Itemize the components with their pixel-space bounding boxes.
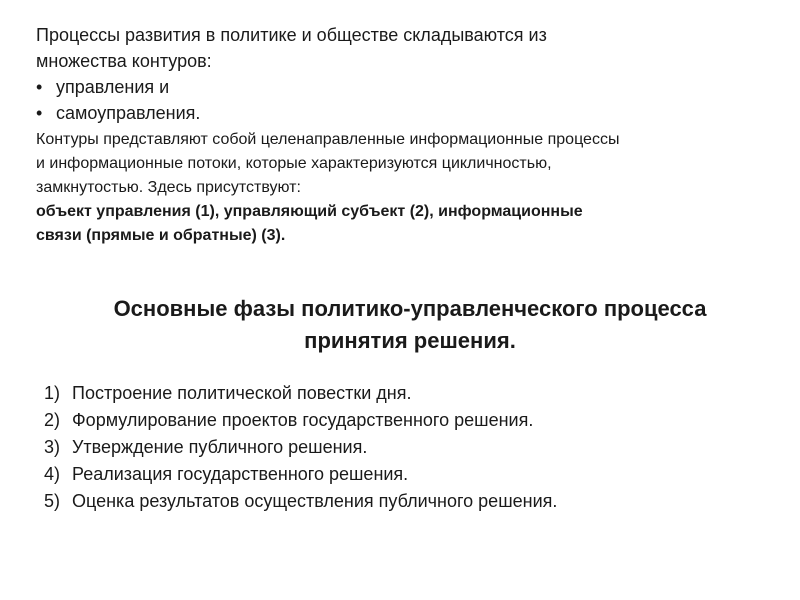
phase-text: Утверждение публичного решения. [72, 437, 368, 457]
phases-list [44, 380, 557, 515]
phase-text: Реализация государственного решения. [72, 464, 409, 484]
bullet-item [36, 74, 776, 100]
phase-number: 3) [44, 437, 61, 457]
phase-number: 2) [44, 410, 61, 430]
phase-text: Формулирование проектов государственного решения. [72, 410, 534, 430]
contour-bullet-list [36, 74, 776, 126]
contour-line: и информационные потоки, которые характеризуются цикличностью, [36, 155, 552, 172]
contour-elements-line: объект управления (1), управляющий субъект (2), информационные [36, 203, 583, 220]
intro-line: Процессы развития в политике и обществе складываются из [36, 25, 547, 45]
phases-heading-line: принятия решения. [304, 328, 516, 353]
phases-heading [30, 293, 790, 357]
contour-line: Контуры представляют собой целенаправленные информационные процессы [36, 131, 620, 148]
phases-heading-line: Основные фазы политико-управленческого процесса [113, 296, 707, 321]
phase-number: 1) [44, 383, 61, 403]
phase-item [44, 407, 557, 434]
intro-block [36, 22, 776, 248]
intro-line: множества контуров: [36, 51, 212, 71]
bullet-mark: • [36, 103, 43, 123]
bullet-text: самоуправления. [56, 103, 201, 123]
phase-item [44, 488, 557, 515]
phase-item [44, 380, 557, 407]
phase-number: 4) [44, 464, 61, 484]
contour-elements-line: связи (прямые и обратные) (3). [36, 227, 286, 244]
contour-line: замкнутостью. Здесь присутствуют: [36, 179, 301, 196]
phase-item [44, 461, 557, 488]
phase-number: 5) [44, 491, 61, 511]
bullet-text: управления и [56, 77, 170, 97]
phase-text: Построение политической повестки дня. [72, 383, 412, 403]
bullet-item [36, 100, 776, 126]
bullet-mark: • [36, 77, 43, 97]
phase-text: Оценка результатов осуществления публичного решения. [72, 491, 558, 511]
phase-item [44, 434, 557, 461]
contour-description [36, 128, 776, 248]
